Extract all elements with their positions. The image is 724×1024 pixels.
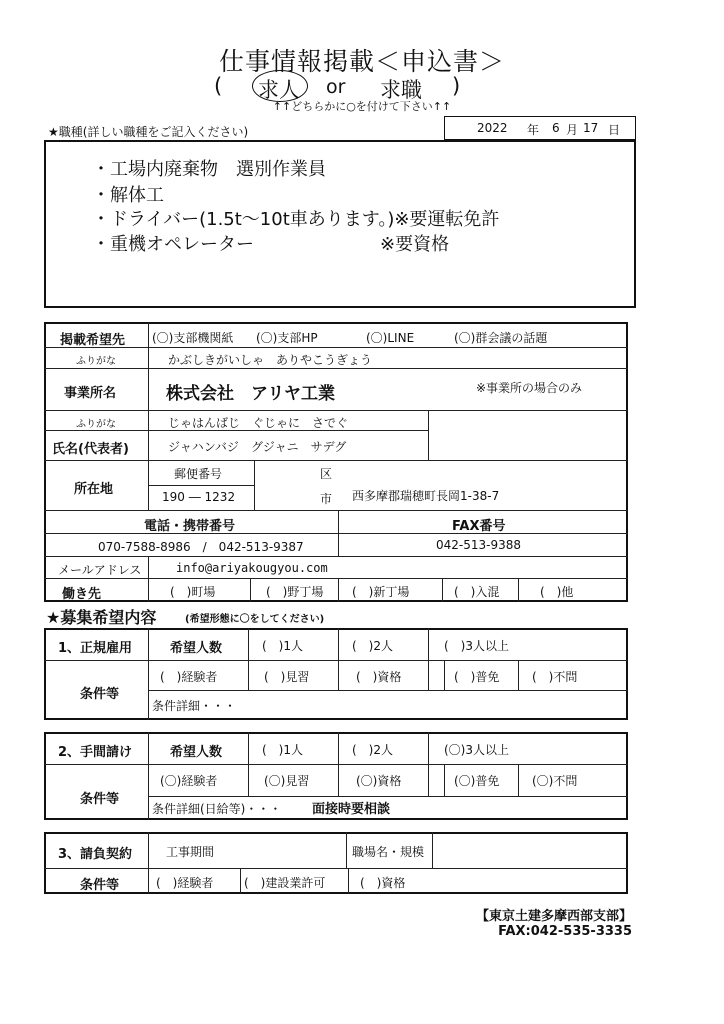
- workplace-option-field: ( )野丁場: [266, 585, 324, 599]
- furigana-label-rep: ふりがな: [76, 419, 116, 430]
- company-note: ※事業所の場合のみ: [476, 381, 583, 395]
- contract-site-label: 職場名・規模: [352, 845, 425, 859]
- piecework-count-3plus: (〇)3人以上: [444, 743, 509, 757]
- piecework-cond-driving: (〇)普免: [454, 774, 500, 788]
- choice-recruit: 求人: [258, 78, 300, 102]
- contract-cond-permit: ( )建設業許可: [244, 876, 326, 890]
- regular-count-1: ( )1人: [262, 639, 303, 653]
- regular-cond-driving: ( )普免: [454, 670, 500, 684]
- piecework-count-2: ( )2人: [352, 743, 393, 757]
- workplace-option-town: ( )町場: [170, 585, 216, 599]
- paren-close: ): [452, 74, 461, 98]
- regular-label: 1、正規雇用: [58, 641, 133, 656]
- footer-branch: 【東京土建多摩西部支部】: [475, 909, 632, 924]
- date-day: 17: [583, 121, 599, 135]
- job-item-3: ・ドライバー(1.5t～10t車あります。)※要運転免許: [92, 209, 500, 230]
- regular-cond-any: ( )不問: [532, 670, 578, 684]
- footer-fax: FAX:042-535-3335: [498, 924, 632, 939]
- piecework-cond-label: 条件等: [80, 792, 120, 807]
- job-type-label: ★職種(詳しい職種をご記入ください): [48, 125, 249, 139]
- email-value: info@ariyakougyou.com: [176, 561, 328, 575]
- regular-count-label: 希望人数: [170, 641, 223, 656]
- choice-jobseek: 求職: [380, 78, 422, 102]
- rep-furigana: じゃはんばじ ぐじゃに さでぐ: [168, 416, 349, 430]
- city-label: 市: [320, 492, 333, 506]
- company-label: 事業所名: [64, 386, 117, 401]
- piecework-count-1: ( )1人: [262, 743, 303, 757]
- job-item-2: ・解体工: [92, 185, 164, 206]
- recruit-heading: ★募集希望内容: [46, 608, 157, 627]
- contract-cond-experienced: ( )経験者: [156, 876, 214, 890]
- contract-box: [44, 832, 628, 894]
- piecework-cond-license: (〇)資格: [356, 774, 402, 788]
- form-title: 仕事情報掲載＜申込書＞: [218, 47, 505, 76]
- phone-value: 070-7588-8986 / 042-513-9387: [98, 540, 304, 554]
- publish-option-meeting: (〇)群会議の話題: [454, 331, 548, 345]
- piecework-cond-any: (〇)不問: [532, 774, 578, 788]
- postal-code: 190 ― 1232: [162, 490, 236, 504]
- workplace-option-new: ( )新丁場: [352, 585, 410, 599]
- ward-label: 区: [320, 467, 333, 481]
- piecework-cond-experienced: (〇)経験者: [160, 774, 218, 788]
- contract-cond-label: 条件等: [80, 878, 120, 893]
- phone-label: 電話・携帯番号: [144, 519, 236, 534]
- or-text: or: [326, 76, 346, 98]
- date-year-unit: 年: [527, 123, 540, 137]
- workplace-option-mixed: ( )入混: [454, 585, 500, 599]
- postal-label: 郵便番号: [174, 467, 223, 481]
- date-year: 2022: [477, 121, 508, 135]
- contract-label: 3、請負契約: [58, 847, 133, 862]
- contract-period-label: 工事期間: [166, 845, 215, 859]
- furigana-label-company: ふりがな: [76, 356, 116, 367]
- publish-option-line: (〇)LINE: [366, 331, 415, 345]
- rep-name: ジャハンバジ グジャニ サデグ: [168, 440, 347, 454]
- job-item-4: ・重機オペレーター ※要資格: [92, 234, 450, 255]
- job-item-1: ・工場内廃棄物 選別作業員: [92, 159, 326, 180]
- regular-count-2: ( )2人: [352, 639, 393, 653]
- company-furigana: かぶしきがいしゃ ありやこうぎょう: [168, 353, 373, 367]
- regular-count-3plus: ( )3人以上: [444, 639, 509, 653]
- workplace-option-other: ( )他: [540, 585, 574, 599]
- workplace-label: 働き先: [62, 587, 102, 602]
- piecework-detail-value: 面接時要相談: [312, 802, 391, 817]
- regular-cond-experienced: ( )経験者: [160, 670, 218, 684]
- piecework-detail-label: 条件詳細(日給等)・・・: [152, 802, 282, 816]
- regular-cond-apprentice: ( )見習: [264, 670, 310, 684]
- publish-option-hp: (〇)支部HP: [256, 331, 318, 345]
- date-month: 6: [552, 121, 560, 135]
- address-label: 所在地: [74, 482, 114, 497]
- fax-label: FAX番号: [452, 519, 506, 534]
- regular-cond-license: ( )資格: [356, 670, 402, 684]
- publish-label: 掲載希望先: [60, 333, 126, 348]
- piecework-count-label: 希望人数: [170, 745, 223, 760]
- address-value: 西多摩郡瑞穂町長岡1-38-7: [352, 489, 500, 503]
- regular-cond-label: 条件等: [80, 687, 120, 702]
- contract-cond-license: ( )資格: [360, 876, 406, 890]
- circle-instruction: ↑↑どちらかに○を付けて下さい↑↑: [272, 100, 452, 113]
- fax-value: 042-513-9388: [436, 538, 522, 552]
- publish-option-newsletter: (〇)支部機関紙: [152, 331, 234, 345]
- rep-label: 氏名(代表者): [52, 442, 129, 457]
- email-label: メールアドレス: [58, 563, 142, 577]
- recruit-heading-note: (希望形態に〇をしてください): [185, 614, 325, 625]
- date-day-unit: 日: [608, 123, 621, 137]
- regular-detail-label: 条件詳細・・・: [152, 699, 237, 713]
- company-name: 株式会社 アリヤ工業: [166, 384, 335, 404]
- date-month-unit: 月: [566, 123, 579, 137]
- paren-open: (: [214, 74, 223, 98]
- piecework-label: 2、手間請け: [58, 745, 133, 760]
- piecework-cond-apprentice: (〇)見習: [264, 774, 310, 788]
